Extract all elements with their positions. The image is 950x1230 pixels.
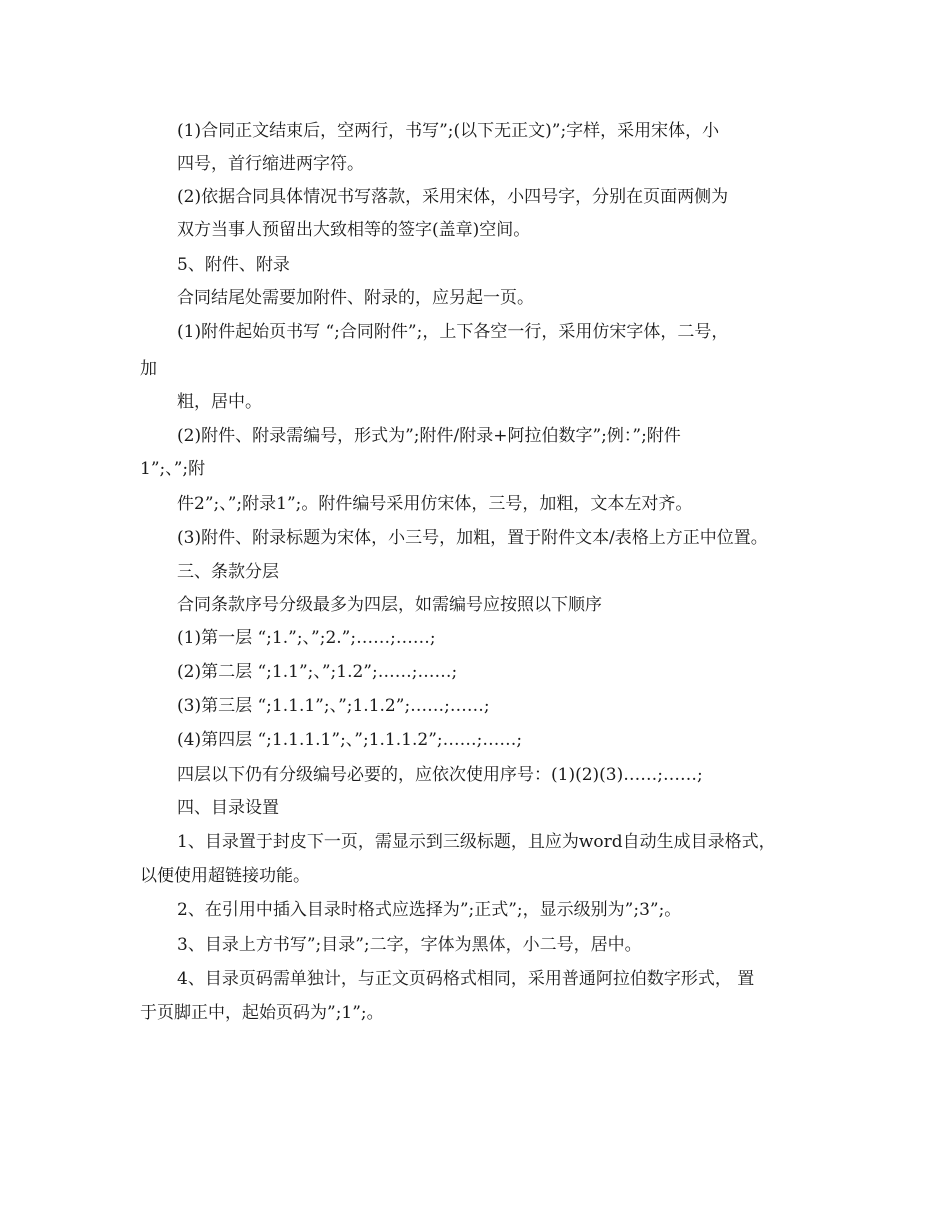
text-line: (3)第三层 “;1.1.1”;、”;1.1.2”;……;……; (177, 696, 490, 716)
text-line: 于页脚正中，起始页码为”;1”;。 (140, 1003, 384, 1023)
text-line: 3、目录上方书写”;目录”;二字，字体为黑体，小二号，居中。 (177, 935, 642, 955)
section-heading: 四、目录设置 (177, 798, 279, 818)
text-line: 合同条款序号分级最多为四层，如需编号应按照以下顺序 (177, 595, 602, 615)
text-line: 4、目录页码需单独计，与正文页码格式相同，采用普通阿拉伯数字形式， 置 (177, 969, 755, 989)
text-line: 四层以下仍有分级编号必要的，应依次使用序号：(1)(2)(3)……;……; (177, 765, 703, 785)
text-line: 粗，居中。 (177, 392, 262, 412)
text-line: (2)第二层 “;1.1”;、”;1.2”;……;……; (177, 662, 458, 682)
text-line: (1)合同正文结束后，空两行，书写”;(以下无正文)”;字样，采用宋体，小 (177, 121, 720, 141)
text-line: (3)附件、附录标题为宋体，小三号，加粗，置于附件文本/表格上方正中位置。 (177, 528, 768, 548)
text-line: 以便使用超链接功能。 (140, 866, 310, 886)
text-line: 1”;、”;附 (140, 459, 206, 479)
text-line: (2)附件、附录需编号，形式为”;附件/附录+阿拉伯数字”;例：”;附件 (177, 426, 681, 446)
text-line: 加 (140, 359, 157, 379)
text-line: 2、在引用中插入目录时格式应选择为”;正式”;，显示级别为”;3”;。 (177, 900, 682, 920)
text-line: (1)第一层 “;1.”;、”;2.”;……;……; (177, 628, 436, 648)
text-line: 1、目录置于封皮下一页，需显示到三级标题，且应为word自动生成目录格式， (177, 832, 776, 852)
text-line: 四号，首行缩进两字符。 (177, 154, 364, 174)
text-line: (1)附件起始页书写 “;合同附件”;，上下各空一行，采用仿宋字体，二号， (177, 322, 729, 342)
text-line: 双方当事人预留出大致相等的签字(盖章)空间。 (177, 220, 531, 240)
text-line: 件2”;、”;附录1”;。附件编号采用仿宋体，三号，加粗，文本左对齐。 (177, 494, 693, 514)
text-line: 合同结尾处需要加附件、附录的，应另起一页。 (177, 288, 534, 308)
section-heading: 三、条款分层 (177, 562, 279, 582)
section-heading: 5、附件、附录 (177, 255, 290, 275)
text-line: (2)依据合同具体情况书写落款，采用宋体，小四号字，分别在页面两侧为 (177, 187, 729, 207)
text-line: (4)第四层 “;1.1.1.1”;、”;1.1.1.2”;……;……; (177, 730, 523, 750)
